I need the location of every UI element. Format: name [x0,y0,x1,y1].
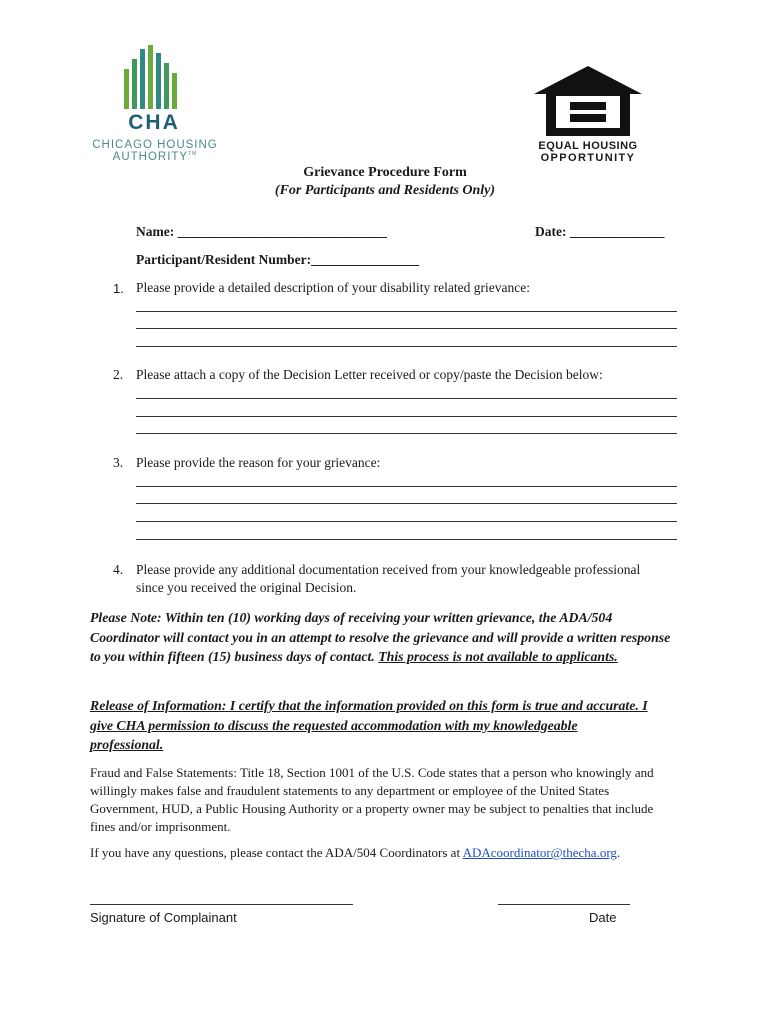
release-text: Release of Information: I certify that the information provided on this form is true and accurate. I give CHA permission to discuss the requested accommodation with my knowledgeable professional. [90,698,648,752]
house-equal-icon [532,64,644,138]
question-3-text: Please provide the reason for your grievance: [136,455,381,470]
answer-1-line-2[interactable] [136,328,677,329]
cha-name-line2: AUTHORITY™ [112,151,198,163]
answer-3-line-2[interactable] [136,503,677,504]
eho-line1: EQUAL HOUSING [538,140,638,152]
cha-name-line1: CHICAGO HOUSING [92,139,218,151]
cha-abbr: CHA [128,111,180,134]
fraud-statement: Fraud and False Statements: Title 18, Section 1001 of the U.S. Code states that a person who knowingly and willingly makes false and fraudulent statements to any department or employee of the United States Government, HUD, a Public Housing Authority or a property owner may be subject to penalties that include fines and/or imprisonment. [90,765,654,834]
question-4-text-cont: since you received the original Decision. [136,580,357,595]
question-2-number: 2. [113,367,124,382]
answer-2-line-2[interactable] [136,416,677,417]
answer-1-line-3[interactable] [136,346,677,347]
cha-tm: TM [188,151,198,158]
question-2-text: Please attach a copy of the Decision Letter received or copy/paste the Decision below: [136,367,603,382]
cha-bars-icon [122,45,186,111]
please-note-text: Please Note: Within ten (10) working days of receiving your written grievance, the ADA/504 Coordinator will contact you in an attempt to resolve the grievance and will provide a written response to you within fifteen (15) business days of contact. [90,610,671,664]
answer-3-line-4[interactable] [136,539,677,540]
question-1-number: 1. [113,281,124,296]
answer-2-line-1[interactable] [136,398,677,399]
form-title: Grievance Procedure Form [303,165,467,180]
please-note [90,608,680,667]
date-signature-line[interactable] [498,904,630,905]
contact-info [90,844,690,862]
answer-3-line-1[interactable] [136,486,677,487]
not-available-note: This process is not available to applicants. [378,649,618,664]
name-field[interactable]: Name: _______________________________ [136,224,387,239]
date-field[interactable]: Date: ______________ [535,224,665,239]
signature-label: Signature of Complainant [90,910,237,925]
question-1-text: Please provide a detailed description of your disability related grievance: [136,280,530,295]
question-3-number: 3. [113,455,124,470]
contact-text: If you have any questions, please contact the ADA/504 Coordinators at [90,845,463,860]
release-of-information [90,696,650,755]
eho-line2: OPPORTUNITY [540,152,636,164]
answer-3-line-3[interactable] [136,521,677,522]
form-subtitle: (For Participants and Residents Only) [274,183,496,198]
contact-end: . [616,845,621,860]
email-link[interactable]: ADAcoordinator@thecha.org [462,845,617,860]
signature-line[interactable] [90,904,353,905]
participant-number-field[interactable]: Participant/Resident Number:________________ [136,252,420,267]
equal-housing-logo [528,64,648,166]
question-4-number: 4. [113,562,124,577]
answer-2-line-3[interactable] [136,433,677,434]
cha-logo [90,45,220,165]
signature-date-label: Date [589,910,617,925]
question-4-text: Please provide any additional documentation received from your knowledgeable professional [136,562,641,577]
answer-1-line-1[interactable] [136,311,677,312]
